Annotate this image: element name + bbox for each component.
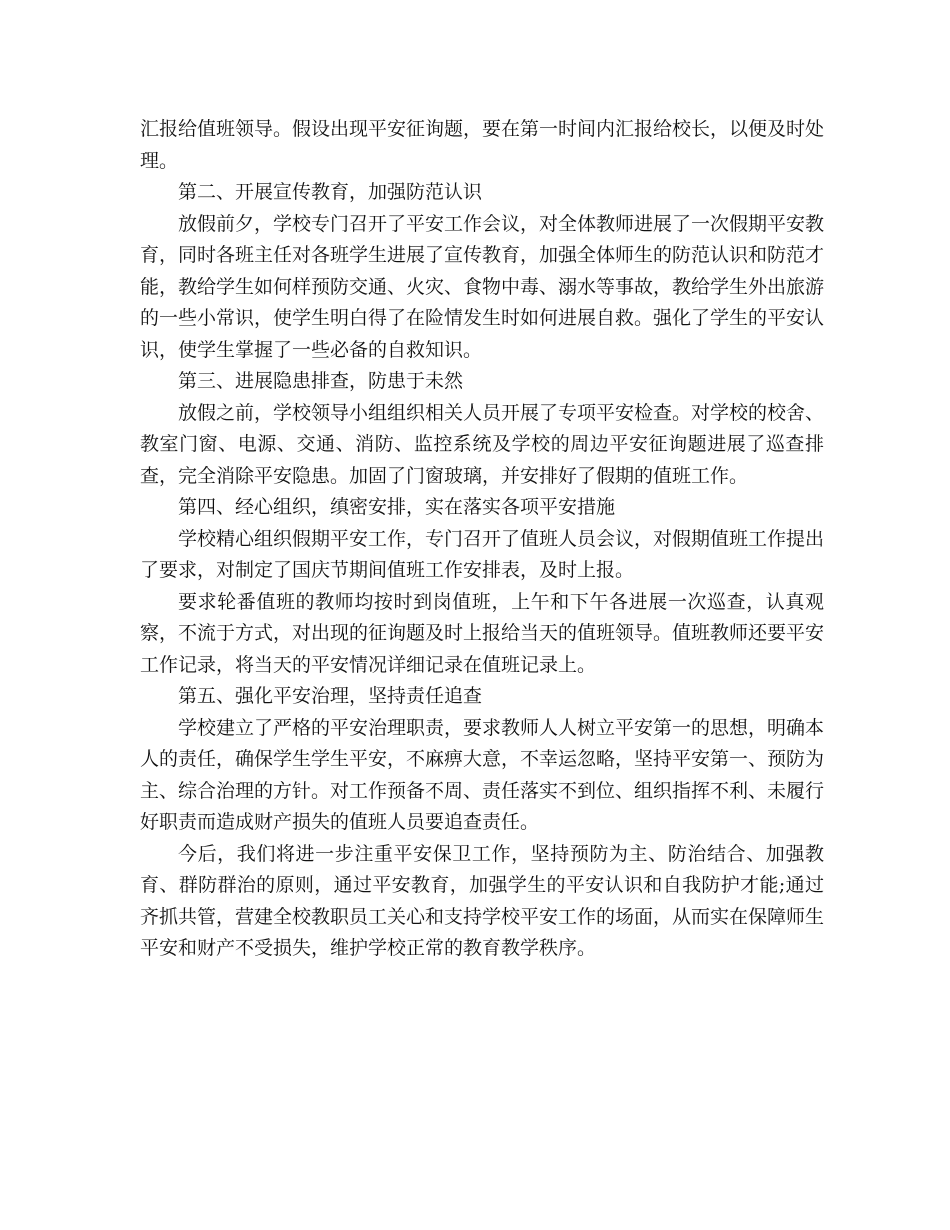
section-heading-4: 第四、经心组织，缜密安排，实在落实各项平安措施 — [178, 496, 616, 518]
paragraph-continuation: 汇报给值班领导。假设出现平安征询题，要在第一时间内汇报给校长，以便及时处理。 — [140, 118, 825, 172]
paragraph: 放假之前，学校领导小组组织相关人员开展了专项平安检查。对学校的校舍、教室门窗、电源、交通、消防、监控系统及学校的周边平安征询题进展了巡查排查，完全消除平安隐患。加固了门窗玻璃，并安排好了假期的值班工作。 — [140, 401, 825, 487]
section-heading-5: 第五、强化平安治理，坚持责任追查 — [178, 685, 483, 707]
section-heading-3: 第三、进展隐患排查，防患于未然 — [178, 370, 464, 392]
document-body — [140, 114, 824, 965]
paragraph: 要求轮番值班的教师均按时到岗值班，上午和下午各进展一次巡查，认真观察，不流于方式，对出现的征询题及时上报给当天的值班领导。值班教师还要平安工作记录，将当天的平安情况详细记录在值班记录上。 — [140, 590, 825, 676]
paragraph: 今后，我们将进一步注重平安保卫工作，坚持预防为主、防治结合、加强教育、群防群治的原则，通过平安教育，加强学生的平安认识和自我防护才能;通过齐抓共管，营建全校教职员工关心和支持学校平安工作的场面，从而实在保障师生平安和财产不受损失，维护学校正常的教育教学秩序。 — [140, 842, 825, 959]
section-heading-2: 第二、开展宣传教育，加强防范认识 — [178, 181, 483, 203]
paragraph: 学校精心组织假期平安工作，专门召开了值班人员会议，对假期值班工作提出了要求，对制定了国庆节期间值班工作安排表，及时上报。 — [140, 527, 825, 581]
paragraph: 学校建立了严格的平安治理职责，要求教师人人树立平安第一的思想，明确本人的责任，确保学生学生平安，不麻痹大意，不幸运忽略，坚持平安第一、预防为主、综合治理的方针。对工作预备不周、责任落实不到位、组织指挥不利、未履行好职责而造成财产损失的值班人员要追查责任。 — [140, 716, 825, 833]
paragraph: 放假前夕，学校专门召开了平安工作会议，对全体教师进展了一次假期平安教育，同时各班主任对各班学生进展了宣传教育，加强全体师生的防范认识和防范才能，教给学生如何样预防交通、火灾、食物中毒、溺水等事故，教给学生外出旅游的一些小常识，使学生明白得了在险情发生时如何进展自救。强化了学生的平安认识，使学生掌握了一些必备的自救知识。 — [140, 212, 825, 361]
